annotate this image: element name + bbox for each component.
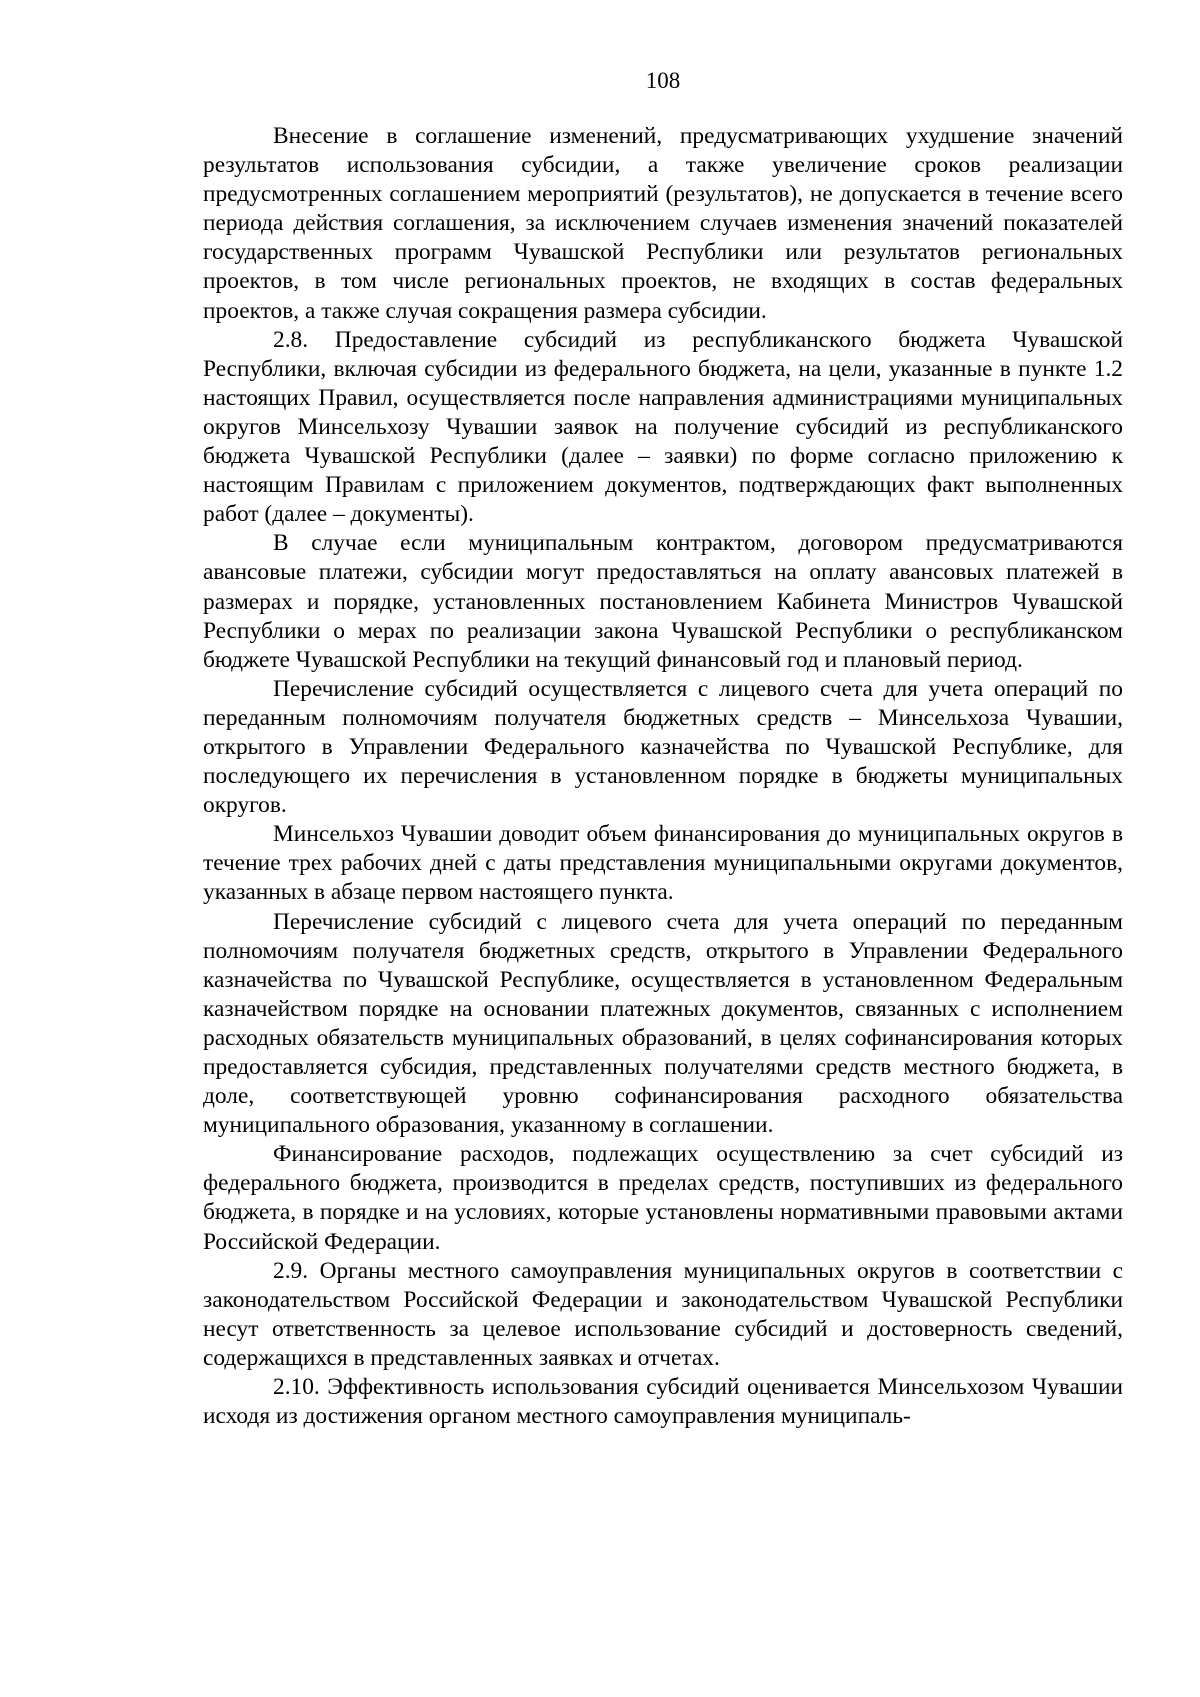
paragraph-2-10-efficiency: 2.10. Эффективность использования субсидий оценивается Минсельхозом Чувашии исходя из достижения органом местного самоуправления муниципаль-	[203, 1374, 1123, 1430]
paragraph-federal-financing: Финансирование расходов, подлежащих осуществлению за счет субсидий из федерального бюджета, производится в пределах средств, поступивших из федерального бюджета, в порядке и на условиях, которые установлены нормативными правовыми актами Российской Федерации.	[203, 1141, 1123, 1255]
paragraph-transfer-of-subsidies: Перечисление субсидий осуществляется с лицевого счета для учета операций по переданным полномочиям получателя бюджетных средств – Минсельхоза Чувашии, открытого в Управлении Федерального казначейства по Чувашской Республике, для последующего их перечисления в установленном порядке в бюджеты муниципальных округов.	[203, 675, 1123, 819]
paragraph-2-8-subsidy-provision: 2.8. Предоставление субсидий из республиканского бюджета Чувашской Республики, включая субсидии из федерального бюджета, на цели, указанные в пункте 1.2 настоящих Правил, осуществляется после направления администрациями муниципальных округов Минсельхозу Чувашии заявок на получение субсидий из республиканского бюджета Чувашской Республики (далее – заявки) по форме согласно приложению к настоящим Правилам с приложением документов, подтверждающих факт выполненных работ (далее – документы).	[203, 326, 1123, 528]
paragraph-2-9-responsibility: 2.9. Органы местного самоуправления муниципальных округов в соответствии с законодательством Российской Федерации и законодательством Чувашской Республики несут ответственность за целевое использование субсидий и достоверность сведений, содержащихся в представленных заявках и отчетах.	[203, 1257, 1123, 1371]
document-page	[203, 66, 1123, 1431]
paragraph-amendment-restrictions: Внесение в соглашение изменений, предусматривающих ухудшение значений результатов использования субсидии, а также увеличение сроков реализации предусмотренных соглашением мероприятий (результатов), не допускается в течение всего периода действия соглашения, за исключением случаев изменения значений показателей государственных программ Чувашской Республики или результатов региональных проектов, в том числе региональных проектов, не входящих в состав федеральных проектов, а также случая сокращения размера субсидии.	[203, 123, 1123, 324]
paragraph-advance-payments: В случае если муниципальным контрактом, договором предусматриваются авансовые платежи, субсидии могут предоставляться на оплату авансовых платежей в размерах и порядке, установленных постановлением Кабинета Министров Чувашской Республики о мерах по реализации закона Чувашской Республики о республиканском бюджете Чувашской Республики на текущий финансовый год и плановый период.	[203, 530, 1123, 673]
paragraph-financing-volume: Минсельхоз Чувашии доводит объем финансирования до муниципальных округов в течение трех рабочих дней с даты представления муниципальными округами документов, указанных в абзаце первом настоящего пункта.	[203, 821, 1123, 906]
page-number: 108	[645, 68, 681, 93]
paragraph-account-transfer: Перечисление субсидий с лицевого счета для учета операций по переданным полномочиям получателя бюджетных средств, открытого в Управлении Федерального казначейства по Чувашской Республике, осуществляется в установленном Федеральным казначейством порядке на основании платежных документов, связанных с исполнением расходных обязательств муниципальных образований, в целях софинансирования которых предоставляется субсидия, представленных получателями средств местного бюджета, в доле, соответствующей уровню софинансирования расходного обязательства муниципального образования, указанному в соглашении.	[203, 908, 1123, 1139]
